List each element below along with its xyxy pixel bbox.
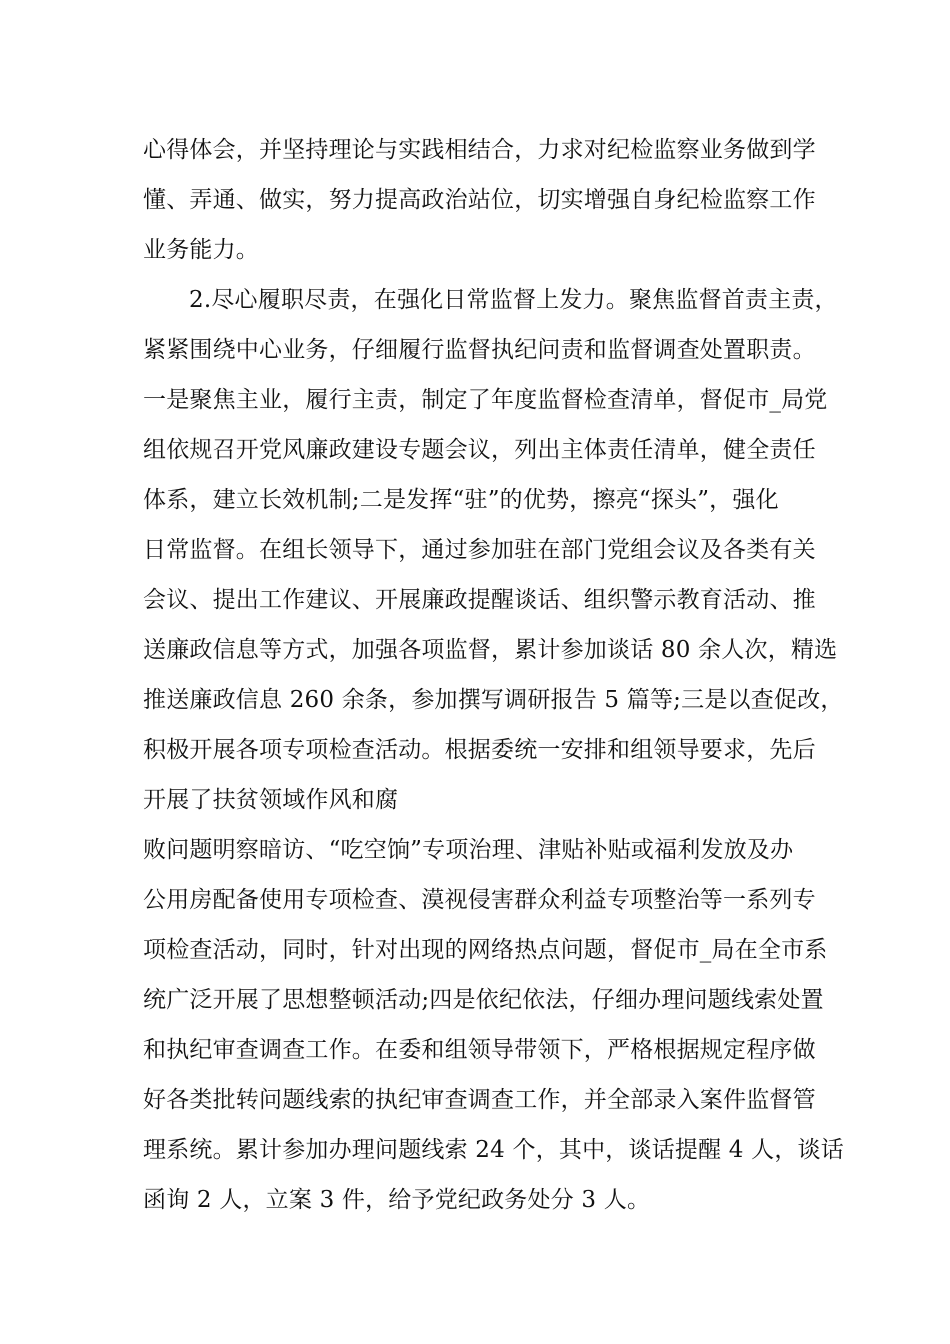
text-line: 理系统。累计参加办理问题线索 24 个，其中，谈话提醒 4 人，谈话 [143, 1137, 844, 1163]
text-line: 和执纪审查调查工作。在委和组领导带领下，严格根据规定程序做 [143, 1037, 816, 1063]
text-line: 体系，建立长效机制;二是发挥“驻”的优势，擦亮“探头”，强化 [143, 487, 779, 513]
text-line: 推送廉政信息 260 余条，参加撰写调研报告 5 篇等;三是以查促改， [143, 687, 844, 713]
text-line: 2.尽心履职尽责，在强化日常监督上发力。聚焦监督首责主责， [189, 287, 838, 313]
text-line: 懂、弄通、做实，努力提高政治站位，切实增强自身纪检监察工作 [143, 187, 816, 213]
text-line: 心得体会，并坚持理论与实践相结合，力求对纪检监察业务做到学 [143, 137, 816, 163]
text-line: 项检查活动，同时，针对出现的网络热点问题，督促市_局在全市系 [143, 937, 828, 963]
text-line: 一是聚焦主业，履行主责，制定了年度监督检查清单，督促市_局党 [143, 387, 828, 413]
text-line: 紧紧围绕中心业务，仔细履行监督执纪问责和监督调查处置职责。 [143, 337, 816, 363]
text-line: 日常监督。在组长领导下，通过参加驻在部门党组会议及各类有关 [143, 537, 816, 563]
text-line: 函询 2 人，立案 3 件，给予党纪政务处分 3 人。 [143, 1187, 651, 1213]
text-line: 开展了扶贫领域作风和腐 [143, 787, 399, 813]
text-line: 送廉政信息等方式，加强各项监督，累计参加谈话 80 余人次，精选 [143, 637, 838, 663]
text-line: 会议、提出工作建议、开展廉政提醒谈话、组织警示教育活动、推 [143, 587, 816, 613]
text-line: 组依规召开党风廉政建设专题会议，列出主体责任清单，健全责任 [143, 437, 816, 463]
text-line: 公用房配备使用专项检查、漠视侵害群众利益专项整治等一系列专 [143, 887, 816, 913]
text-line: 业务能力。 [143, 237, 259, 263]
text-line: 败问题明察暗访、“吃空饷”专项治理、津贴补贴或福利发放及办 [143, 837, 794, 863]
text-line: 积极开展各项专项检查活动。根据委统一安排和组领导要求，先后 [143, 737, 816, 763]
text-line: 统广泛开展了思想整顿活动;四是依纪依法，仔细办理问题线索处置 [143, 987, 824, 1013]
text-line: 好各类批转问题线索的执纪审查调查工作，并全部录入案件监督管 [143, 1087, 816, 1113]
